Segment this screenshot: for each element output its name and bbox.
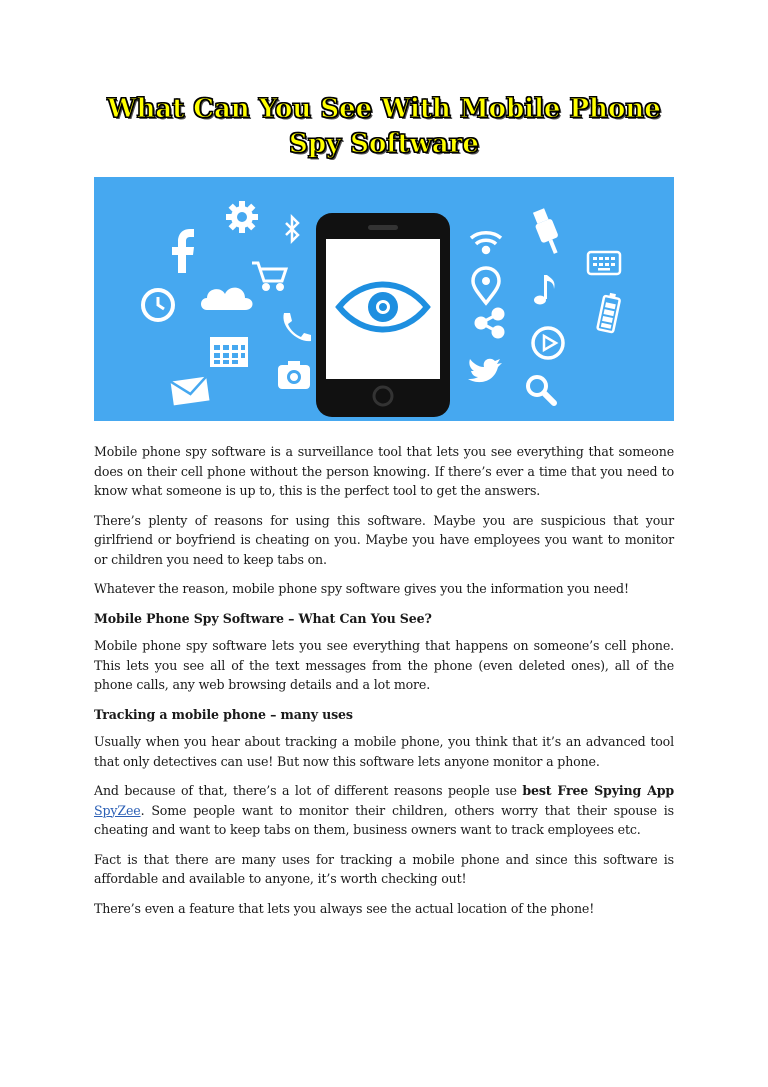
shopping-cart-icon bbox=[252, 263, 286, 290]
paragraph-whatever: Whatever the reason, mobile phone spy software gives you the information you need! bbox=[94, 581, 629, 596]
heading-what-can-you-see: Mobile Phone Spy Software – What Can You See? bbox=[94, 610, 432, 626]
paragraph-location: There’s even a feature that lets you always see the actual location of the phone! bbox=[94, 900, 595, 916]
article-body bbox=[94, 442, 674, 928]
paragraph-because-rest: . Some people want to monitor their children, others worry that their spouse is cheating and want to keep tabs on them, business owners want to track employees etc. bbox=[94, 802, 674, 837]
bluetooth-icon bbox=[286, 217, 298, 241]
magnifier-icon bbox=[528, 377, 554, 403]
music-note-icon bbox=[534, 275, 555, 305]
wifi-icon bbox=[471, 233, 501, 253]
title-line-1: What Can You See With Mobile Phone bbox=[107, 94, 661, 124]
play-icon bbox=[533, 328, 563, 358]
paragraph-fact: Fact is that there are many uses for tracking a mobile phone and since this software is affordable and available to anyone, it’s worth checking out! bbox=[94, 851, 674, 886]
phone-call-icon bbox=[283, 313, 311, 341]
eye-icon bbox=[339, 285, 427, 330]
bold-app-name: best Free Spying App bbox=[522, 783, 675, 798]
paragraph-usually: Usually when you hear about tracking a mobile phone, you think that it’s an advanced tool that only detectives can use! But now this software lets anyone monitor a phone. bbox=[94, 734, 674, 769]
paragraph-because bbox=[94, 781, 674, 840]
document-title bbox=[94, 92, 674, 162]
email-icon bbox=[171, 377, 210, 406]
hero-svg bbox=[94, 177, 674, 421]
keyboard-icon bbox=[588, 252, 620, 274]
paragraph-intro: Mobile phone spy software is a surveillance tool that lets you see everything that someone does on their cell phone without the person knowing. If there’s ever a time that you need to know what someone is up to, this is the perfect tool to get the answers. bbox=[94, 444, 674, 498]
paragraph-because-text: And because of that, there’s a lot of different reasons people use bbox=[94, 783, 523, 798]
paragraph-reasons: There’s plenty of reasons for using this software. Maybe you are suspicious that your girlfriend or boyfriend is cheating on you. Maybe you have employees you want to monitor or children you need to keep tabs on. bbox=[94, 512, 674, 567]
twitter-icon bbox=[468, 359, 502, 382]
location-pin-icon bbox=[473, 268, 499, 303]
clock-icon bbox=[143, 290, 173, 320]
usb-icon bbox=[530, 207, 564, 256]
battery-icon bbox=[597, 292, 621, 332]
gear-icon bbox=[226, 201, 258, 233]
heading-tracking-uses: Tracking a mobile phone – many uses bbox=[94, 706, 353, 722]
share-icon bbox=[476, 309, 503, 337]
facebook-icon bbox=[172, 229, 194, 273]
paragraph-features: Mobile phone spy software lets you see everything that happens on someone’s cell phone. This lets you see all of the text messages from the phone (even deleted ones), all of the phone calls, any web browsing details and a lot more. bbox=[94, 638, 674, 692]
calendar-icon bbox=[210, 337, 248, 367]
title-line-2: Spy Software bbox=[289, 129, 479, 159]
hero-illustration bbox=[94, 177, 674, 421]
camera-icon bbox=[278, 361, 310, 389]
cloud-icon bbox=[201, 288, 253, 310]
spyzee-link[interactable]: SpyZee bbox=[94, 802, 141, 818]
